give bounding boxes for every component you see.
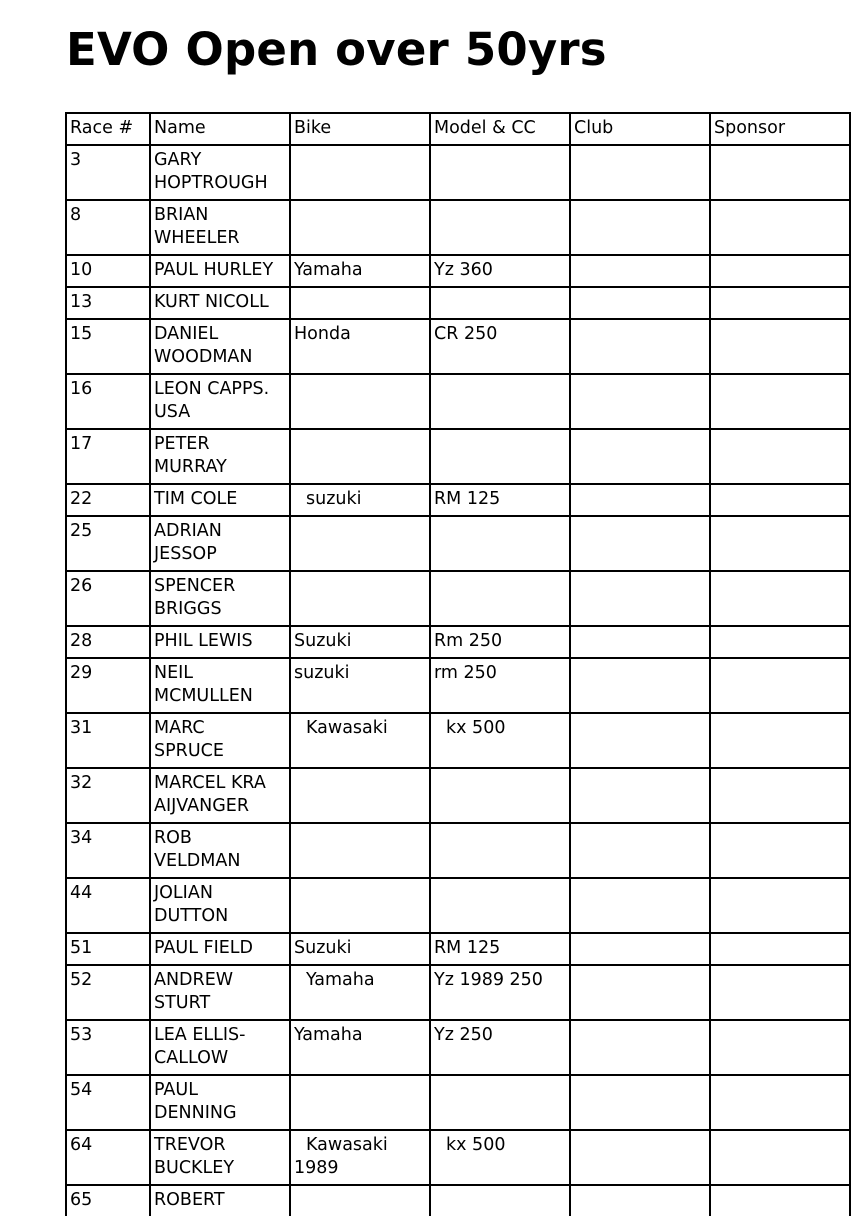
rider-name-line: VELDMAN	[154, 851, 241, 871]
rider-name-cell	[150, 571, 290, 626]
model-cc-cell: rm 250	[430, 658, 570, 713]
sponsor-cell	[710, 484, 850, 516]
model-cc-cell	[430, 1075, 570, 1130]
club-cell	[570, 933, 710, 965]
rider-name-line: PHIL LEWIS	[154, 631, 253, 651]
rider-name-line: MURRAY	[154, 457, 227, 477]
sponsor-cell	[710, 1020, 850, 1075]
rider-name-cell	[150, 255, 290, 287]
race-number-cell: 10	[66, 255, 150, 287]
rider-name-line: DENNING	[154, 1103, 237, 1123]
club-cell	[570, 658, 710, 713]
model-cc-cell	[430, 287, 570, 319]
model-cc-cell: kx 500	[430, 1130, 570, 1185]
model-cc-cell	[430, 878, 570, 933]
sponsor-cell	[710, 255, 850, 287]
rider-name-line: GARY	[154, 150, 202, 170]
table-row	[66, 823, 850, 878]
bike-cell	[290, 571, 430, 626]
rider-name-line: LEA ELLIS-	[154, 1025, 246, 1045]
table-row	[66, 374, 850, 429]
header-model-cc: Model & CC	[430, 113, 570, 145]
bike-cell	[290, 516, 430, 571]
model-cc-cell: kx 500	[430, 713, 570, 768]
rider-name-cell	[150, 658, 290, 713]
bike-cell	[290, 374, 430, 429]
race-number-cell: 3	[66, 145, 150, 200]
sponsor-cell	[710, 626, 850, 658]
rider-name-cell	[150, 516, 290, 571]
sponsor-cell	[710, 878, 850, 933]
club-cell	[570, 713, 710, 768]
rider-name-cell	[150, 768, 290, 823]
rider-name-cell	[150, 1185, 290, 1216]
table-row	[66, 1075, 850, 1130]
rider-name-cell	[150, 1130, 290, 1185]
bike-cell	[290, 823, 430, 878]
club-cell	[570, 965, 710, 1020]
sponsor-cell	[710, 658, 850, 713]
bike-cell	[290, 1185, 430, 1216]
rider-name-line: DUTTON	[154, 906, 229, 926]
rider-name-cell	[150, 1020, 290, 1075]
sponsor-cell	[710, 933, 850, 965]
rider-name-cell	[150, 484, 290, 516]
rider-name-cell	[150, 200, 290, 255]
sponsor-cell	[710, 319, 850, 374]
model-cc-cell	[430, 1185, 570, 1216]
rider-name-line: MCMULLEN	[154, 686, 253, 706]
rider-name-line: PETER	[154, 434, 210, 454]
sponsor-cell	[710, 145, 850, 200]
header-sponsor: Sponsor	[710, 113, 850, 145]
rider-name-line: PAUL FIELD	[154, 938, 254, 958]
table-row	[66, 965, 850, 1020]
bike-cell: suzuki	[290, 658, 430, 713]
club-cell	[570, 516, 710, 571]
rider-name-cell	[150, 145, 290, 200]
rider-name-cell	[150, 374, 290, 429]
club-cell	[570, 429, 710, 484]
rider-name-line: USA	[154, 402, 191, 422]
sponsor-cell	[710, 374, 850, 429]
model-cc-cell	[430, 145, 570, 200]
table-row	[66, 1185, 850, 1216]
club-cell	[570, 374, 710, 429]
bike-cell	[290, 145, 430, 200]
bike-cell	[290, 200, 430, 255]
bike-cell	[290, 429, 430, 484]
table-row	[66, 571, 850, 626]
race-number-cell: 51	[66, 933, 150, 965]
header-row	[66, 113, 850, 145]
club-cell	[570, 319, 710, 374]
bike-cell: Honda	[290, 319, 430, 374]
sponsor-cell	[710, 429, 850, 484]
rider-name-line: AIJVANGER	[154, 796, 249, 816]
race-number-cell: 29	[66, 658, 150, 713]
model-cc-cell	[430, 768, 570, 823]
sponsor-cell	[710, 965, 850, 1020]
header-bike: Bike	[290, 113, 430, 145]
rider-name-line: MARC	[154, 718, 205, 738]
rider-name-line: KURT NICOLL	[154, 292, 269, 312]
table-row	[66, 1020, 850, 1075]
rider-name-line: BRIAN	[154, 205, 209, 225]
race-number-cell: 15	[66, 319, 150, 374]
table-row	[66, 255, 850, 287]
sponsor-cell	[710, 1075, 850, 1130]
table-row	[66, 484, 850, 516]
table-row	[66, 878, 850, 933]
model-cc-cell	[430, 823, 570, 878]
sponsor-cell	[710, 287, 850, 319]
race-number-cell: 54	[66, 1075, 150, 1130]
rider-name-cell	[150, 713, 290, 768]
race-number-cell: 65	[66, 1185, 150, 1216]
bike-cell: Yamaha	[290, 965, 430, 1020]
rider-name-line: JOLIAN	[154, 883, 213, 903]
rider-name-line: DANIEL	[154, 324, 219, 344]
table-row	[66, 626, 850, 658]
club-cell	[570, 1130, 710, 1185]
table-row	[66, 429, 850, 484]
club-cell	[570, 1075, 710, 1130]
model-cc-cell	[430, 516, 570, 571]
race-number-cell: 16	[66, 374, 150, 429]
rider-name-line: PAUL	[154, 1080, 198, 1100]
table-row	[66, 768, 850, 823]
race-number-cell: 17	[66, 429, 150, 484]
bike-cell: Kawasaki 1989	[290, 1130, 430, 1185]
table-row	[66, 713, 850, 768]
rider-name-line: PAUL HURLEY	[154, 260, 274, 280]
bike-cell	[290, 287, 430, 319]
club-cell	[570, 571, 710, 626]
rider-name-line: BRIGGS	[154, 599, 222, 619]
rider-name-cell	[150, 823, 290, 878]
club-cell	[570, 823, 710, 878]
club-cell	[570, 1020, 710, 1075]
model-cc-cell	[430, 200, 570, 255]
rider-name-cell	[150, 319, 290, 374]
rider-name-line: ADRIAN	[154, 521, 222, 541]
rider-name-line: WOODMAN	[154, 347, 253, 367]
race-number-cell: 25	[66, 516, 150, 571]
rider-name-line: MARCEL KRA	[154, 773, 266, 793]
sponsor-cell	[710, 1130, 850, 1185]
rider-name-cell	[150, 287, 290, 319]
race-number-cell: 28	[66, 626, 150, 658]
rider-name-line: SPRUCE	[154, 741, 224, 761]
rider-name-line: TIM COLE	[154, 489, 238, 509]
rider-name-line: CALLOW	[154, 1048, 229, 1068]
rider-name-line: ROB	[154, 828, 192, 848]
rider-name-cell	[150, 933, 290, 965]
club-cell	[570, 484, 710, 516]
race-number-cell: 53	[66, 1020, 150, 1075]
sponsor-cell	[710, 571, 850, 626]
club-cell	[570, 626, 710, 658]
club-cell	[570, 145, 710, 200]
club-cell	[570, 1185, 710, 1216]
rider-name-cell	[150, 878, 290, 933]
sponsor-cell	[710, 200, 850, 255]
table-row	[66, 145, 850, 200]
bike-cell: Suzuki	[290, 933, 430, 965]
table-row	[66, 658, 850, 713]
rider-name-line: BUCKLEY	[154, 1158, 235, 1178]
table-body	[66, 145, 850, 1216]
model-cc-cell: Yz 250	[430, 1020, 570, 1075]
table-row	[66, 200, 850, 255]
rider-name-cell	[150, 429, 290, 484]
race-number-cell: 22	[66, 484, 150, 516]
rider-name-line: ANDREW	[154, 970, 234, 990]
header-name: Name	[150, 113, 290, 145]
rider-name-line: NEIL	[154, 663, 194, 683]
rider-name-line: LEON CAPPS.	[154, 379, 270, 399]
page-title: EVO Open over 50yrs	[66, 23, 607, 76]
bike-cell: Yamaha	[290, 255, 430, 287]
model-cc-cell	[430, 429, 570, 484]
bike-cell	[290, 1075, 430, 1130]
rider-name-line: SPENCER	[154, 576, 236, 596]
club-cell	[570, 768, 710, 823]
bike-cell: Kawasaki	[290, 713, 430, 768]
bike-cell	[290, 878, 430, 933]
rider-name-cell	[150, 965, 290, 1020]
sponsor-cell	[710, 1185, 850, 1216]
club-cell	[570, 255, 710, 287]
model-cc-cell	[430, 571, 570, 626]
model-cc-cell: Yz 360	[430, 255, 570, 287]
rider-name-line: STURT	[154, 993, 211, 1013]
race-number-cell: 26	[66, 571, 150, 626]
header-club: Club	[570, 113, 710, 145]
model-cc-cell: RM 125	[430, 933, 570, 965]
entry-list-table	[65, 112, 851, 1216]
table-row	[66, 1130, 850, 1185]
header-race-number: Race #	[66, 113, 150, 145]
race-number-cell: 8	[66, 200, 150, 255]
club-cell	[570, 287, 710, 319]
race-number-cell: 44	[66, 878, 150, 933]
club-cell	[570, 200, 710, 255]
model-cc-cell: Rm 250	[430, 626, 570, 658]
sponsor-cell	[710, 768, 850, 823]
race-number-cell: 52	[66, 965, 150, 1020]
bike-cell: Suzuki	[290, 626, 430, 658]
rider-name-cell	[150, 1075, 290, 1130]
bike-cell: suzuki	[290, 484, 430, 516]
rider-name-cell	[150, 626, 290, 658]
rider-name-line: TREVOR	[154, 1135, 226, 1155]
race-number-cell: 32	[66, 768, 150, 823]
race-number-cell: 34	[66, 823, 150, 878]
club-cell	[570, 878, 710, 933]
table-row	[66, 516, 850, 571]
sponsor-cell	[710, 823, 850, 878]
bike-cell	[290, 768, 430, 823]
sponsor-cell	[710, 713, 850, 768]
bike-cell: Yamaha	[290, 1020, 430, 1075]
race-number-cell: 13	[66, 287, 150, 319]
model-cc-cell: RM 125	[430, 484, 570, 516]
model-cc-cell: CR 250	[430, 319, 570, 374]
rider-name-line: HOPTROUGH	[154, 173, 268, 193]
race-number-cell: 31	[66, 713, 150, 768]
rider-name-line: ROBERT	[154, 1190, 225, 1210]
model-cc-cell	[430, 374, 570, 429]
race-number-cell: 64	[66, 1130, 150, 1185]
rider-name-line: WHEELER	[154, 228, 240, 248]
table-row	[66, 319, 850, 374]
table-row	[66, 933, 850, 965]
sponsor-cell	[710, 516, 850, 571]
rider-name-line: JESSOP	[154, 544, 217, 564]
table-row	[66, 287, 850, 319]
model-cc-cell: Yz 1989 250	[430, 965, 570, 1020]
